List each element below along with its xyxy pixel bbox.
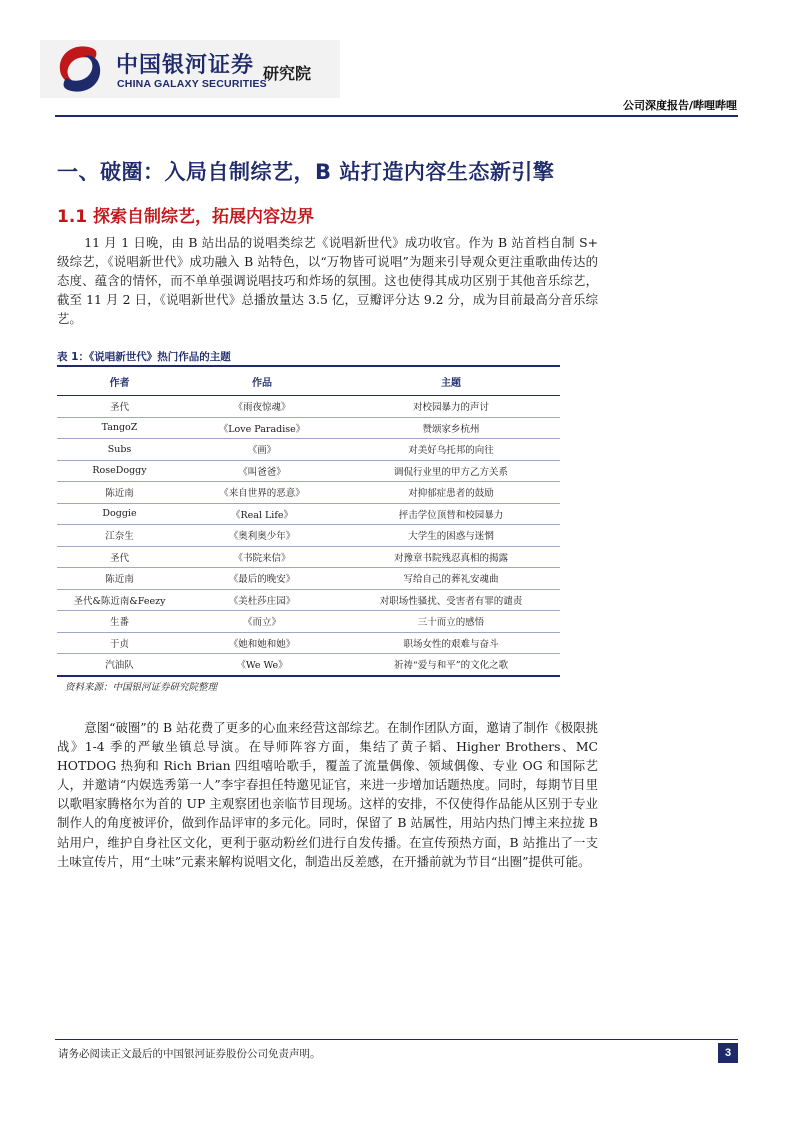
cell-author: 圣代&陈近南&Feezy — [57, 589, 182, 611]
cell-work: 《雨夜惊魂》 — [182, 396, 342, 418]
cell-theme: 对美好乌托邦的向往 — [342, 439, 560, 461]
table-row — [57, 396, 560, 418]
cell-work: 《画》 — [182, 439, 342, 461]
footer-divider — [55, 1039, 738, 1040]
table-row — [57, 589, 560, 611]
cell-work: 《Love Paradise》 — [182, 417, 342, 439]
cell-work: 《最后的晚安》 — [182, 568, 342, 590]
table-row — [57, 611, 560, 633]
cell-author: 生番 — [57, 611, 182, 633]
table-row — [57, 654, 560, 676]
cell-work: 《美杜莎庄园》 — [182, 589, 342, 611]
cell-work: 《奥利奥少年》 — [182, 525, 342, 547]
cell-work: 《Real Life》 — [182, 503, 342, 525]
logo-institute: 研究院 — [263, 64, 312, 83]
table-row — [57, 439, 560, 461]
report-type: 公司深度报告/哔哩哔哩 — [622, 99, 737, 112]
header-author: 作者 — [57, 366, 182, 396]
cell-author: TangoZ — [57, 417, 182, 439]
section-title: 一、破圈：入局自制综艺，B 站打造内容生态新引擎 — [57, 160, 555, 184]
table-title: 表 1：《说唱新世代》热门作品的主题 — [57, 351, 231, 363]
logo-english-name: CHINA GALAXY SECURITIES — [117, 78, 267, 90]
subsection-title: 1.1 探索自制综艺，拓展内容边界 — [57, 207, 315, 227]
cell-work: 《来自世界的恶意》 — [182, 482, 342, 504]
table-row — [57, 417, 560, 439]
cell-theme: 对豫章书院残忍真相的揭露 — [342, 546, 560, 568]
cell-theme: 对校园暴力的声讨 — [342, 396, 560, 418]
page-number: 3 — [718, 1043, 738, 1063]
cell-theme: 大学生的困惑与迷惘 — [342, 525, 560, 547]
cell-work: 《她和她和她》 — [182, 632, 342, 654]
table-source: 资料来源：中国银河证券研究院整理 — [65, 682, 218, 693]
cell-work: 《We We》 — [182, 654, 342, 676]
table-row — [57, 460, 560, 482]
table-row — [57, 568, 560, 590]
header-divider — [55, 115, 738, 117]
header-work: 作品 — [182, 366, 342, 396]
cell-author: 陈近南 — [57, 482, 182, 504]
paragraph-strategy: 意图“破圈”的 B 站花费了更多的心血来经营这部综艺。在制作团队方面，邀请了制作《极限挑战》1-4 季的严敏坐镇总导演。在导师阵容方面，集结了黄子韬、Higher Brothers、MC HOTDOG 热狗和 Rich Brian 四组嘻哈歌手，覆盖了流量偶像、领域偶像、专业 OG 和国际艺人，并邀请“内娱选秀第一人”李宇春担任特邀见证官，来进一步增加话题热度。同时，每期节目里以歌唱家腾格尔为首的 UP 主观察团也亲临节目现场。这样的安排，不仅使得作品能从区别于专业制作人的角度被评价，做到作品评审的多元化。同时，保留了 B 站属性，用站内热门博主来拉拢 B 站用户，维护自身社区文化，更利于驱动粉丝们进行自发传播。在宣传预热方面，B 站推出了一支土味宣传片，用“土味”元素来解构说唱文化，制造出反差感，在开播前就为节目“出圈”提供可能。 — [57, 720, 598, 869]
table-header-row — [57, 366, 560, 396]
cell-theme: 写给自己的葬礼安魂曲 — [342, 568, 560, 590]
footer-disclaimer: 请务必阅读正文最后的中国银河证券股份公司免责声明。 — [58, 1048, 321, 1060]
table-row — [57, 546, 560, 568]
cell-work: 《叫爸爸》 — [182, 460, 342, 482]
cell-author: 汽油队 — [57, 654, 182, 676]
logo-chinese-name: 中国银河证券 — [116, 53, 255, 78]
header-theme: 主题 — [342, 366, 560, 396]
table-row — [57, 482, 560, 504]
table-row — [57, 632, 560, 654]
cell-work: 《书院来信》 — [182, 546, 342, 568]
table-row — [57, 503, 560, 525]
cell-theme: 对职场性骚扰、受害者有罪的谴责 — [342, 589, 560, 611]
galaxy-logo-icon — [52, 42, 108, 96]
cell-author: 江奈生 — [57, 525, 182, 547]
cell-theme: 调侃行业里的甲方乙方关系 — [342, 460, 560, 482]
cell-theme: 三十而立的感悟 — [342, 611, 560, 633]
cell-theme: 赞颂家乡杭州 — [342, 417, 560, 439]
cell-author: 圣代 — [57, 396, 182, 418]
cell-theme: 抨击学位顶替和校园暴力 — [342, 503, 560, 525]
paragraph-intro: 11 月 1 日晚，由 B 站出品的说唱类综艺《说唱新世代》成功收官。作为 B 站首档自制 S+ 级综艺，《说唱新世代》成功融入 B 站特色，以“万物皆可说唱”为题来引导观众更注重歌曲传达的态度、蕴含的情怀，而不单单强调说唱技巧和炸场的氛围。这也使得其成功区别于其他音乐综艺，截至 11 月 2 日，《说唱新世代》总播放量达 3.5 亿，豆瓣评分达 9.2 分，成为目前最高分音乐综艺。 — [57, 235, 598, 327]
table-row — [57, 525, 560, 547]
cell-author: 陈近南 — [57, 568, 182, 590]
cell-work: 《而立》 — [182, 611, 342, 633]
cell-author: RoseDoggy — [57, 460, 182, 482]
cell-author: 于贞 — [57, 632, 182, 654]
cell-theme: 对抑郁症患者的鼓励 — [342, 482, 560, 504]
works-table — [57, 365, 560, 677]
cell-author: Subs — [57, 439, 182, 461]
cell-author: 圣代 — [57, 546, 182, 568]
cell-theme: 职场女性的艰难与奋斗 — [342, 632, 560, 654]
cell-author: Doggie — [57, 503, 182, 525]
cell-theme: 祈祷“爱与和平”的文化之歌 — [342, 654, 560, 676]
